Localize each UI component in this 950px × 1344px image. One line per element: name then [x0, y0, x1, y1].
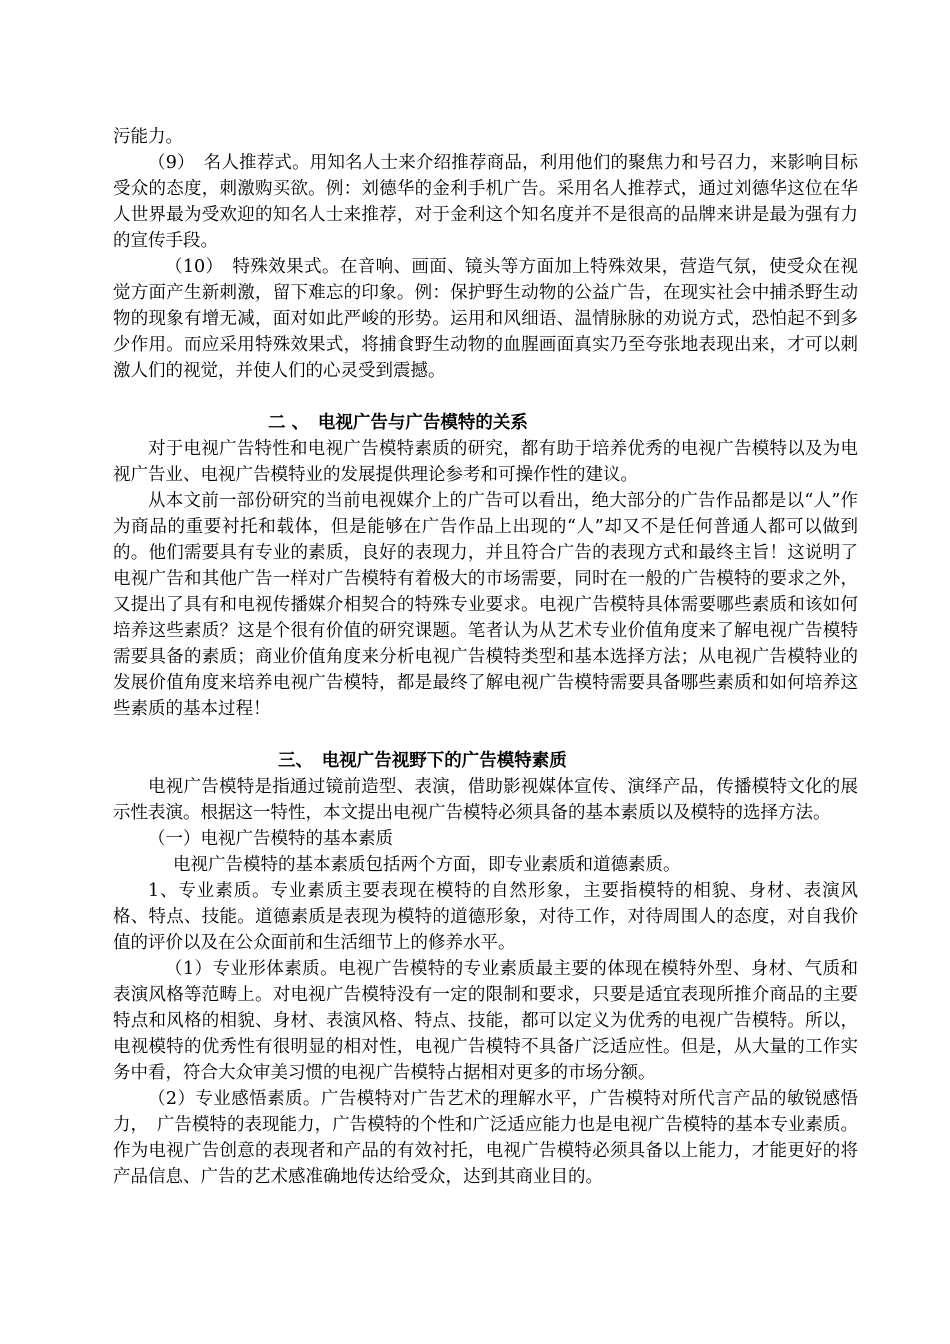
paragraph-professional-quality: 1、专业素质。专业素质主要表现在模特的自然形象，主要指模特的相貌、身材、表演风格、特点、技能。道德素质是表现为模特的道德形象，对待工作，对待周围人的态度，对自我价值的评价以及在公众面前和生活细节上的修养水平。	[113, 881, 858, 953]
paragraph-item-9: （9） 名人推荐式。用知名人士来介绍推荐商品，利用他们的聚焦力和号召力，来影响目标受众的态度，刺激购买欲。例：刘德华的金利手机广告。采用名人推荐式，通过刘德华这位在华人世界最为受欢迎的知名人士来推荐，对于金利这个知名度并不是很高的品牌来讲是最为强有力的宣传手段。	[113, 153, 858, 251]
paragraph-item-10: （10） 特殊效果式。在音响、画面、镜头等方面加上特殊效果，营造气氛，使受众在视觉方面产生新刺激，留下难忘的印象。例：保护野生动物的公益广告，在现实社会中捕杀野生动物的现象有增无减，面对如此严峻的形势。运用和风细语、温情脉脉的劝说方式，恐怕起不到多少作用。而应采用特殊效果式，将捕食野生动物的血腥画面真实乃至夸张地表现出来，才可以刺激人们的视觉，并使人们的心灵受到震撼。	[113, 257, 858, 381]
paragraph-section2-intro: 对于电视广告特性和电视广告模特素质的研究，都有助于培养优秀的电视广告模特以及为电视广告业、电视广告模特业的发展提供理论参考和可操作性的建议。	[113, 439, 858, 485]
paragraph-continuation: 污能力。	[113, 127, 183, 147]
paragraph-section2-body: 从本文前一部份研究的当前电视媒介上的广告可以看出，绝大部分的广告作品都是以“人”作为商品的重要衬托和载体，但是能够在广告作品上出现的“人”却又不是任何普通人都可以做到的。他们需要具有专业的素质，良好的表现力，并且符合广告的表现方式和最终主旨！这说明了电视广告和其他广告一样对广告模特有着极大的市场需要，同时在一般的广告模特的要求之外，又提出了具有和电视传播媒介相契合的特殊专业要求。电视广告模特具体需要哪些素质和该如何培养这些素质？这是个很有价值的研究课题。笔者认为从艺术专业价值角度来了解电视广告模特需要具备的素质；商业价值角度来分析电视广告模特类型和基本选择方法；从电视广告模特业的发展价值角度来培养电视广告模特，都是最终了解电视广告模特需要具备哪些素质和如何培养这些素质的基本过程！	[113, 491, 858, 719]
section-heading-2: 二 、 电视广告与广告模特的关系	[268, 413, 528, 433]
paragraph-basic-qualities: 电视广告模特的基本素质包括两个方面，即专业素质和道德素质。	[173, 855, 681, 875]
subsection-heading-1: （一）电视广告模特的基本素质	[148, 829, 393, 849]
document-page	[113, 124, 858, 1190]
paragraph-physique-quality: （1）专业形体素质。电视广告模特的专业素质最主要的体现在模特外型、身材、气质和表演风格等范畴上。对电视广告模特没有一定的限制和要求，只要是适宜表现所推介商品的主要特点和风格的相貌、身材、表演风格、特点、技能，都可以定义为优秀的电视广告模特。所以，电视模特的优秀性有很明显的相对性，电视广告模特不具备广泛适应性。但是，从大量的工作实务中看，符合大众审美习惯的电视广告模特占据相对更多的市场分额。	[113, 959, 858, 1083]
section-heading-3: 三、 电视广告视野下的广告模特素质	[278, 751, 567, 771]
paragraph-section3-intro: 电视广告模特是指通过镜前造型、表演，借助影视媒体宣传、演绎产品，传播模特文化的展示性表演。根据这一特性，本文提出电视广告模特必须具备的基本素质以及模特的选择方法。	[113, 777, 858, 823]
paragraph-perception-quality: （2）专业感悟素质。广告模特对广告艺术的理解水平，广告模特对所代言产品的敏锐感悟力， 广告模特的表现能力，广告模特的个性和广泛适应能力也是电视广告模特的基本专业素质。作为电视广告创意的表现者和产品的有效衬托，电视广告模特必须具备以上能力，才能更好的将产品信息、广告的艺术感准确地传达给受众，达到其商业目的。	[113, 1089, 858, 1187]
